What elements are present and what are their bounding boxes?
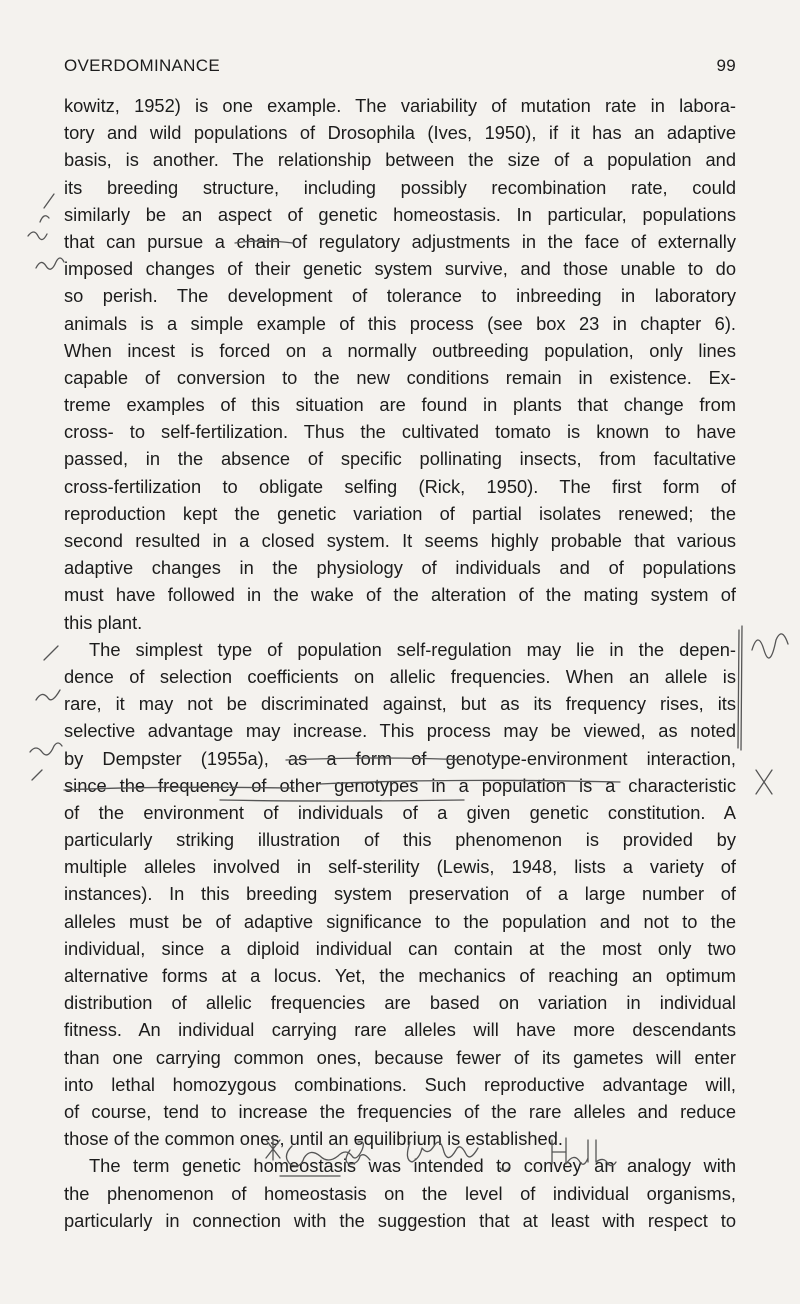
text-line: passed, in the absence of specific pollinating insects, from facultative (64, 448, 736, 470)
text-line: so perish. The development of tolerance to inbreeding in laboratory (64, 285, 736, 307)
text-line: its breeding structure, including possibly recombination rate, could (64, 176, 736, 198)
page-number: 99 (716, 56, 736, 75)
text-line: animals is a simple example of this process (see box 23 in chapter 6). (64, 312, 736, 334)
text-line: since the frequency of other genotypes in a population is a characteristic (64, 774, 736, 796)
text-line: selective advantage may increase. This process may be viewed, as noted (64, 720, 736, 742)
text-line: fitness. An individual carrying rare alleles will have more descendants (64, 1019, 736, 1041)
text-line: treme examples of this situation are found in plants that change from (64, 394, 736, 416)
text-line: distribution of allelic frequencies are based on variation in individual (64, 992, 736, 1014)
text-line: particularly in connection with the suggestion that at least with respect to (64, 1209, 736, 1231)
text-line: of course, tend to increase the frequencies of the rare alleles and reduce (64, 1100, 736, 1122)
text-line: reproduction kept the genetic variation of partial isolates renewed; the (64, 502, 736, 524)
text-line: alleles must be of adaptive significance to the population and not to the (64, 910, 736, 932)
text-line: rare, it may not be discriminated against, but as its frequency rises, its (64, 693, 736, 715)
text-line: by Dempster (1955a), as a form of genotype-environment interaction, (64, 747, 736, 769)
text-line: similarly be an aspect of genetic homeostasis. In particular, populations (64, 203, 736, 225)
text-line: kowitz, 1952) is one example. The variability of mutation rate in labora- (64, 95, 736, 116)
text-line: dence of selection coefficients on allelic frequencies. When an allele is (64, 665, 736, 687)
text-line: the phenomenon of homeostasis on the level of individual organisms, (64, 1182, 736, 1204)
text-line: those of the common ones, until an equilibrium is established. (64, 1128, 563, 1150)
running-head-title: OVERDOMINANCE (64, 56, 220, 75)
text-line: particularly striking illustration of this phenomenon is provided by (64, 829, 736, 851)
text-line: The term genetic homeostasis was intended to convey an analogy with (89, 1155, 736, 1177)
text-line: The simplest type of population self-regulation may lie in the depen- (89, 638, 736, 660)
text-line: cross- to self-fertilization. Thus the cultivated tomato is known to have (64, 421, 736, 443)
text-line: than one carrying common ones, because fewer of its gametes will enter (64, 1046, 736, 1068)
text-line: this plant. (64, 611, 143, 633)
text-line: that can pursue a chain of regulatory adjustments in the face of externally (64, 230, 736, 252)
text-line: into lethal homozygous combinations. Such reproductive advantage will, (64, 1073, 736, 1095)
text-line: instances). In this breeding system preservation of a large number of (64, 883, 736, 905)
text-line: multiple alleles involved in self-sterility (Lewis, 1948, lists a variety of (64, 856, 736, 878)
text-line: adaptive changes in the physiology of individuals and of populations (64, 557, 736, 579)
text-line: alternative forms at a locus. Yet, the mechanics of reaching an optimum (64, 965, 736, 986)
text-line: When incest is forced on a normally outbreeding population, only lines (64, 339, 736, 361)
text-line: of the environment of individuals of a given genetic constitution. A (64, 801, 736, 823)
text-line: cross-fertilization to obligate selfing (Rick, 1950). The first form of (64, 475, 736, 497)
text-line: imposed changes of their genetic system survive, and those unable to do (64, 258, 736, 280)
text-line: must have followed in the wake of the alteration of the mating system of (64, 584, 736, 606)
text-line: capable of conversion to the new conditions remain in existence. Ex- (64, 366, 736, 388)
text-line: second resulted in a closed system. It seems highly probable that various (64, 530, 736, 551)
text-line: basis, is another. The relationship between the size of a population and (64, 149, 736, 171)
text-line: individual, since a diploid individual can contain at the most only two (64, 937, 736, 959)
text-line: tory and wild populations of Drosophila (Ives, 1950), if it has an adaptive (64, 122, 736, 144)
